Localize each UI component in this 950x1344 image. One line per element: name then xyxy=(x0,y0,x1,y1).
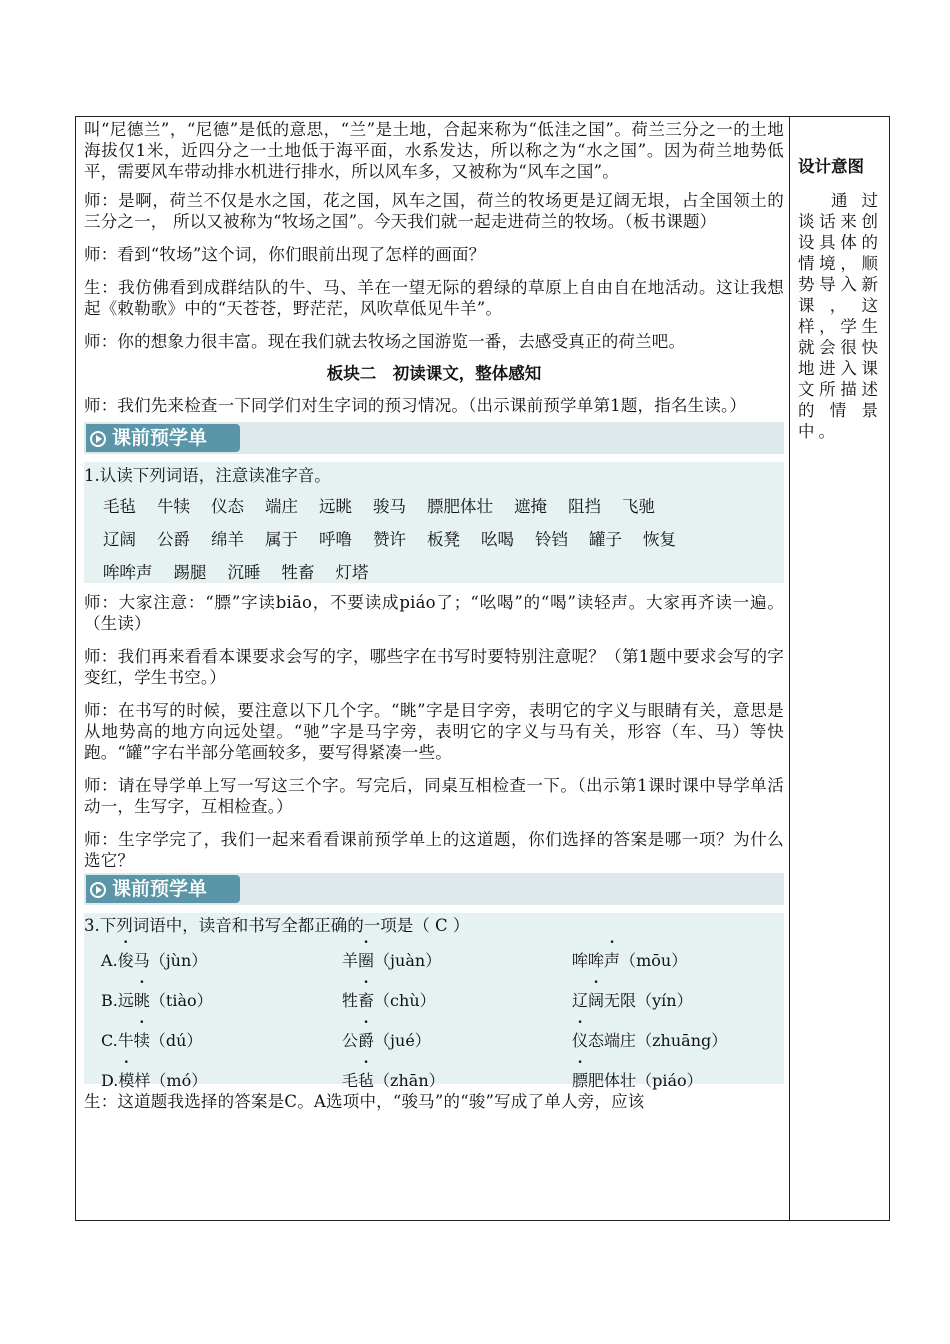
paragraph: 叫“尼德兰”，“尼德”是低的意思，“兰”是土地，合起来称为“低洼之国”。荷兰三分之一的土地海拔仅1米，近四分之一土地低于海平面，水系发达，所以称之为“水之国”。因为荷兰地势低平，需要风车带动排水机进行排水，所以风车多，又被称为“风车之国”。 xyxy=(84,120,784,181)
vocab-word: 遮掩 xyxy=(514,497,547,516)
option-item: B.远眺（tiào） xyxy=(101,991,213,1010)
paragraph: 生：这道题我选择的答案是C。A选项中，“骏马”的“骏”写成了单人旁，应该 xyxy=(84,1092,645,1111)
vocab-word: 吆喝 xyxy=(481,530,514,549)
option-item: 仪态端庄（zhuāng） xyxy=(572,1031,728,1050)
paragraph: 师：在书写的时候，要注意以下几个字。“眺”字是目字旁，表明它的字义与眼睛有关，意思是从地势高的地方向远处望。“驰”字是马字旁，表明它的字义与马有关，形容（车、马）等快跑。“罐”字右半部分笔画较多，要写得紧凑一些。 xyxy=(84,701,784,762)
word-row-2 xyxy=(84,529,784,551)
option-row xyxy=(84,936,784,976)
question-3-title: 3.下列词语中，读音和书写全都正确的一项是（ C ） xyxy=(84,916,470,935)
option-item: 牲畜（chù） xyxy=(342,991,436,1010)
design-intent-column xyxy=(798,117,882,442)
column-divider xyxy=(789,117,790,1220)
paragraph: 师：生字学完了，我们一起来看看课前预学单上的这道题，你们选择的答案是哪一项？为什么选它？ xyxy=(84,830,784,870)
vocab-word: 阻挡 xyxy=(568,497,601,516)
paragraph: 师：是啊，荷兰不仅是水之国，花之国，风车之国，荷兰的牧场更是辽阔无垠，占全国领土的三分之一， 所以又被称为“牧场之国”。今天我们就一起走进荷兰的牧场。（板书课题） xyxy=(84,191,784,231)
vocab-word: 恢复 xyxy=(643,530,676,549)
vocab-word: 罐子 xyxy=(589,530,622,549)
question-3-box xyxy=(84,913,784,1090)
option-row xyxy=(84,1056,784,1096)
vocab-word: 铃铛 xyxy=(535,530,568,549)
option-row xyxy=(84,1016,784,1056)
vocab-word: 仪态 xyxy=(211,497,244,516)
vocab-word: 飞驰 xyxy=(622,497,655,516)
paragraph: 师：你的想象力很丰富。现在我们就去牧场之国游览一番，去感受真正的荷兰吧。 xyxy=(84,332,686,351)
design-intent-title: 设计意图 xyxy=(798,157,864,176)
option-item: 公爵（jué） xyxy=(342,1031,431,1050)
vocab-word: 牛犊 xyxy=(157,497,190,516)
option-item: 羊圈（juàn） xyxy=(342,951,442,970)
design-intent-text: 通过谈话来创设具体的情境，顺势导入新课，这样，学生就会很快地进入课文所描述的情景中。 xyxy=(798,191,882,441)
vocab-word: 绵羊 xyxy=(211,530,244,549)
word-row-1 xyxy=(84,496,784,518)
play-icon xyxy=(90,882,106,898)
question-1-box xyxy=(84,462,784,583)
section-heading: 板块二 初读课文，整体感知 xyxy=(326,364,542,383)
preview-sheet-banner xyxy=(84,873,784,905)
option-item: 哞哞声（mōu） xyxy=(572,951,688,970)
vocab-word: 远眺 xyxy=(319,497,352,516)
vocab-word: 辽阔 xyxy=(103,530,136,549)
paragraph: 师：大家注意：“膘”字读biāo，不要读成piáo了；“吆喝”的“喝”读轻声。大家再齐读一遍。（生读） xyxy=(84,593,784,633)
paragraph: 师：看到“牧场”这个词，你们眼前出现了怎样的画面？ xyxy=(84,245,486,264)
play-icon xyxy=(90,431,106,447)
question-1-title: 1.认读下列词语，注意读准字音。 xyxy=(84,466,331,485)
paragraph: 师：我们先来检查一下同学们对生字词的预习情况。（出示课前预学单第1题，指名生读。） xyxy=(84,396,747,415)
paragraph: 师：请在导学单上写一写这三个字。写完后，同桌互相检查一下。（出示第1课时课中导学单活动一，生写字，互相检查。） xyxy=(84,776,784,816)
vocab-word: 毛毡 xyxy=(103,497,136,516)
paragraph: 师：我们再来看看本课要求会写的字，哪些字在书写时要特别注意呢？（第1题中要求会写的字变红，学生书空。） xyxy=(84,647,784,687)
vocab-word: 公爵 xyxy=(157,530,190,549)
vocab-word: 骏马 xyxy=(373,497,406,516)
paragraph: 生：我仿佛看到成群结队的牛、马、羊在一望无际的碧绿的草原上自由自在地活动。这让我想起《敕勒歌》中的“天苍苍，野茫茫，风吹草低见牛羊”。 xyxy=(84,278,784,318)
banner-tag: 课前预学单 xyxy=(86,875,240,903)
option-item: A.俊马（jùn） xyxy=(101,951,208,970)
vocab-word: 牲畜 xyxy=(281,563,315,582)
banner-tag: 课前预学单 xyxy=(86,424,240,452)
vocab-word: 赞许 xyxy=(373,530,406,549)
vocab-word: 端庄 xyxy=(265,497,298,516)
options xyxy=(84,936,784,1096)
option-item: 辽阔无限（yín） xyxy=(572,991,693,1010)
vocab-word: 呼噜 xyxy=(319,530,352,549)
vocab-word: 哞哞声 xyxy=(103,563,153,582)
option-item: D.模样（mó） xyxy=(101,1071,208,1090)
vocab-word: 膘肥体壮 xyxy=(427,497,493,516)
option-item: C.牛犊（dú） xyxy=(101,1031,203,1050)
preview-sheet-banner xyxy=(84,422,784,454)
word-row-3 xyxy=(84,562,784,584)
option-item: 毛毡（zhān） xyxy=(342,1071,445,1090)
vocab-word: 板凳 xyxy=(427,530,460,549)
vocab-word: 沉睡 xyxy=(227,563,261,582)
main-column xyxy=(84,117,784,1112)
vocab-word: 灯塔 xyxy=(335,563,369,582)
vocab-word: 踢腿 xyxy=(173,563,207,582)
option-item: 膘肥体壮（piáo） xyxy=(572,1071,703,1090)
vocab-word: 属于 xyxy=(265,530,298,549)
option-row xyxy=(84,976,784,1016)
lesson-table xyxy=(75,116,890,1221)
